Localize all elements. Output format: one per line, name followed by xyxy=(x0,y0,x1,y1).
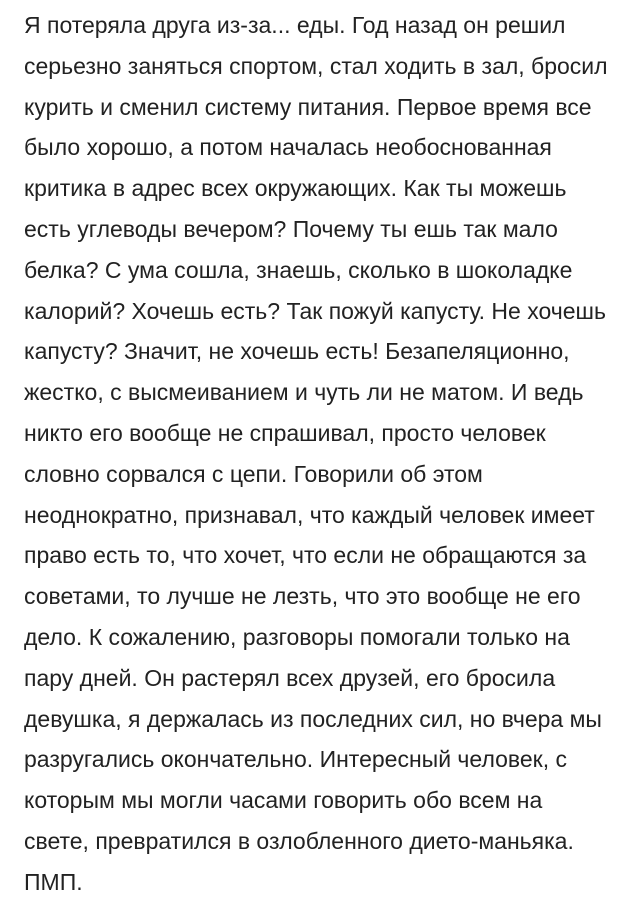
post-line: жестко, с высмеиванием и чуть ли не матом. И ведь xyxy=(24,379,584,406)
post-line: девушка, я держалась из последних сил, но вчера мы xyxy=(24,705,602,732)
post-line: калорий? Хочешь есть? Так пожуй капусту. Не хочешь xyxy=(24,297,606,324)
post-line: Я потеряла друга из-за... еды. Год назад он решил xyxy=(24,12,566,38)
post-line: неоднократно, признавал, что каждый человек имеет xyxy=(24,501,595,528)
post-line: советами, то лучше не лезть, что это вообще не его xyxy=(24,583,581,610)
post-text xyxy=(24,0,624,903)
post-line: было хорошо, а потом началась необоснованная xyxy=(24,134,552,161)
post-line: которым мы могли часами говорить обо всем на xyxy=(24,787,543,814)
post-line: свете, превратился в озлобленного дието-маньяка. xyxy=(24,827,574,854)
post-line: есть углеводы вечером? Почему ты ешь так мало xyxy=(24,215,558,242)
post-line: никто его вообще не спрашивал, просто человек xyxy=(24,419,546,446)
post-line: белка? С ума сошла, знаешь, сколько в шоколадке xyxy=(24,256,573,283)
post-line: серьезно заняться спортом, стал ходить в зал, бросил xyxy=(24,52,608,79)
post-line: ПМП. xyxy=(24,868,83,895)
post-line: дело. К сожалению, разговоры помогали только на xyxy=(24,623,570,650)
post-line: разругались окончательно. Интересный человек, с xyxy=(24,746,568,773)
post-line: курить и сменил систему питания. Первое время все xyxy=(24,93,592,120)
post-line: капусту? Значит, не хочешь есть! Безапеляционно, xyxy=(24,338,570,365)
post-line: право есть то, что хочет, что если не обращаются за xyxy=(24,542,587,569)
post-line: словно сорвался с цепи. Говорили об этом xyxy=(24,460,483,487)
post-line: пару дней. Он растерял всех друзей, его бросила xyxy=(24,664,556,691)
post-line: критика в адрес всех окружающих. Как ты можешь xyxy=(24,175,567,202)
